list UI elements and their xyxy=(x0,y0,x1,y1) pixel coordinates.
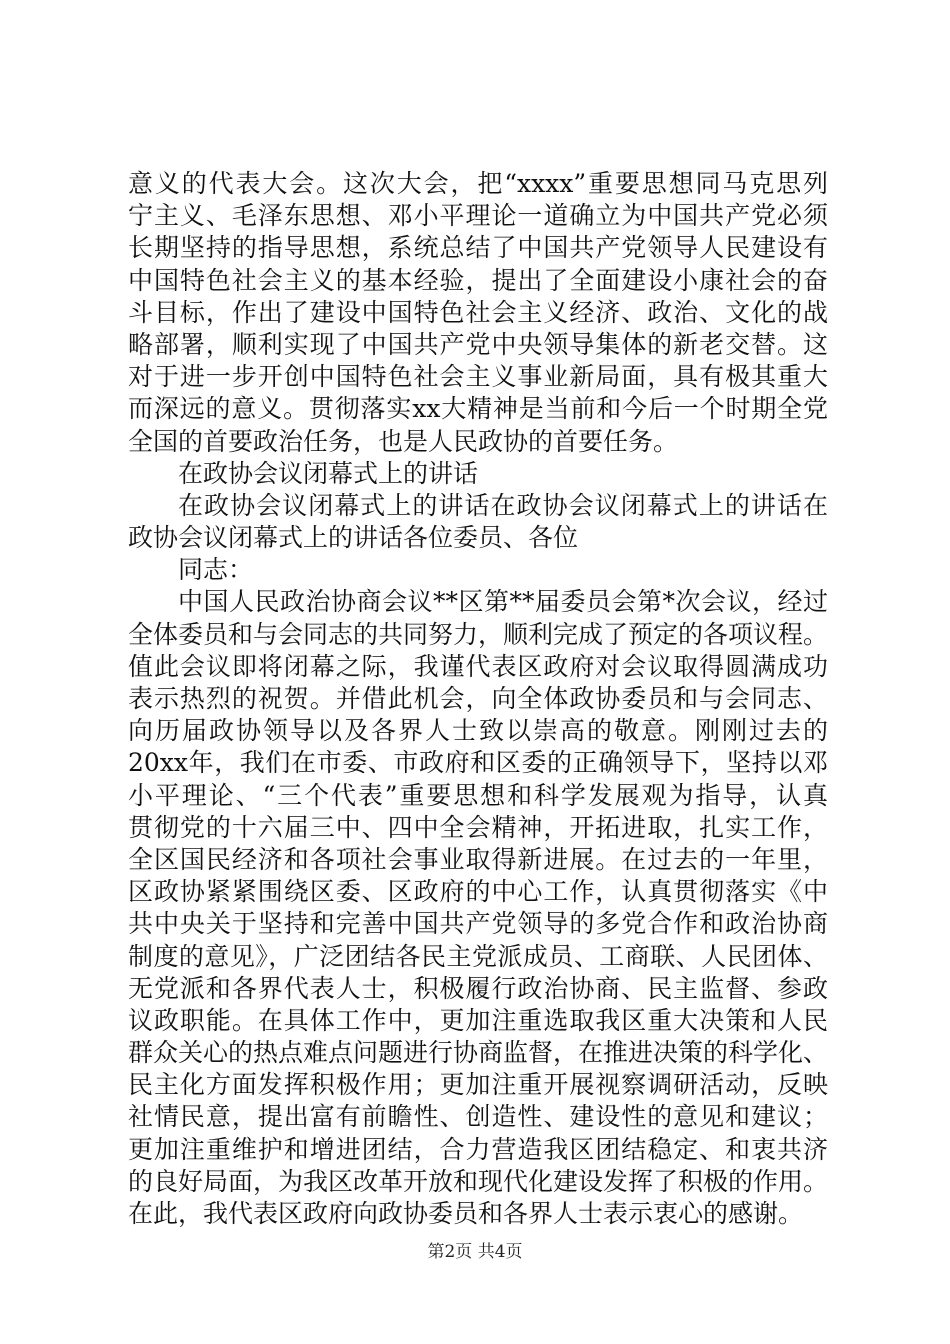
body-line: 向历届政协领导以及各界人士致以崇高的敬意。刚刚过去的 xyxy=(128,716,828,746)
body-line: 全区国民经济和各项社会事业取得新进展。在过去的一年里， xyxy=(128,844,828,874)
body-line: 共中央关于坚持和完善中国共产党领导的多党合作和政治协商 xyxy=(128,909,828,939)
body-line: 议政职能。在具体工作中，更加注重选取我区重大决策和人民 xyxy=(128,1005,828,1035)
salutation: 同志： xyxy=(178,555,254,585)
body-line: 无党派和各界代表人士，积极履行政治协商、民主监督、参政 xyxy=(128,973,828,1003)
body-line: 制度的意见》，广泛团结各民主党派成员、工商联、人民团体、 xyxy=(128,941,828,971)
body-line: 政协会议闭幕式上的讲话各位委员、各位 xyxy=(128,523,579,553)
body-line: 斗目标，作出了建设中国特色社会主义经济、政治、文化的战 xyxy=(128,297,828,327)
body-line: 在政协会议闭幕式上的讲话在政协会议闭幕式上的讲话在 xyxy=(178,490,828,520)
body-line: 略部署，顺利实现了中国共产党中央领导集体的新老交替。这 xyxy=(128,329,828,359)
body-line: 表示热烈的祝贺。并借此机会，向全体政协委员和与会同志、 xyxy=(128,684,828,713)
body-line: 长期坚持的指导思想，系统总结了中国共产党领导人民建设有 xyxy=(128,233,828,263)
body-line: 在此，我代表区政府向政协委员和各界人士表示衷心的感谢。 xyxy=(128,1199,804,1228)
body-line: 群众关心的热点难点问题进行协商监督，在推进决策的科学化、 xyxy=(128,1038,829,1068)
body-line: 而深远的意义。贯彻落实xx大精神是当前和今后一个时期全党 xyxy=(128,394,828,424)
body-line: 20xx年，我们在市委、市政府和区委的正确领导下，坚持以邓 xyxy=(128,748,828,778)
body-line: 中国人民政治协商会议**区第**届委员会第*次会议，经过 xyxy=(178,587,828,617)
body-line: 民主化方面发挥积极作用；更加注重开展视察调研活动，反映 xyxy=(128,1070,828,1100)
page-number-footer: 第2页 共4页 xyxy=(427,1242,523,1262)
body-line: 对于进一步开创中国特色社会主义事业新局面，具有极其重大 xyxy=(128,362,828,392)
body-line: 意义的代表大会。这次大会，把“xxxx”重要思想同马克思列 xyxy=(128,169,828,198)
body-line: 区政协紧紧围绕区委、区政府的中心工作，认真贯彻落实《中 xyxy=(128,877,828,907)
body-line: 全国的首要政治任务，也是人民政协的首要任务。 xyxy=(128,426,679,456)
speech-title: 在政协会议闭幕式上的讲话 xyxy=(178,458,479,488)
body-line: 的良好局面，为我区改革开放和现代化建设发挥了积极的作用。 xyxy=(128,1166,829,1196)
body-line: 中国特色社会主义的基本经验，提出了全面建设小康社会的奋 xyxy=(128,265,828,295)
body-line: 更加注重维护和增进团结，合力营造我区团结稳定、和衷共济 xyxy=(128,1134,828,1164)
body-line: 贯彻党的十六届三中、四中全会精神，开拓进取，扎实工作， xyxy=(128,812,828,842)
body-line: 宁主义、毛泽东思想、邓小平理论一道确立为中国共产党必须 xyxy=(128,201,828,231)
body-line: 小平理论、“三个代表”重要思想和科学发展观为指导，认真 xyxy=(128,780,828,810)
body-line: 值此会议即将闭幕之际，我谨代表区政府对会议取得圆满成功 xyxy=(128,651,828,681)
body-line: 社情民意，提出富有前瞻性、创造性、建设性的意见和建议； xyxy=(128,1102,828,1132)
document-body xyxy=(128,168,828,1230)
body-line: 全体委员和与会同志的共同努力，顺利完成了预定的各项议程。 xyxy=(128,619,829,649)
